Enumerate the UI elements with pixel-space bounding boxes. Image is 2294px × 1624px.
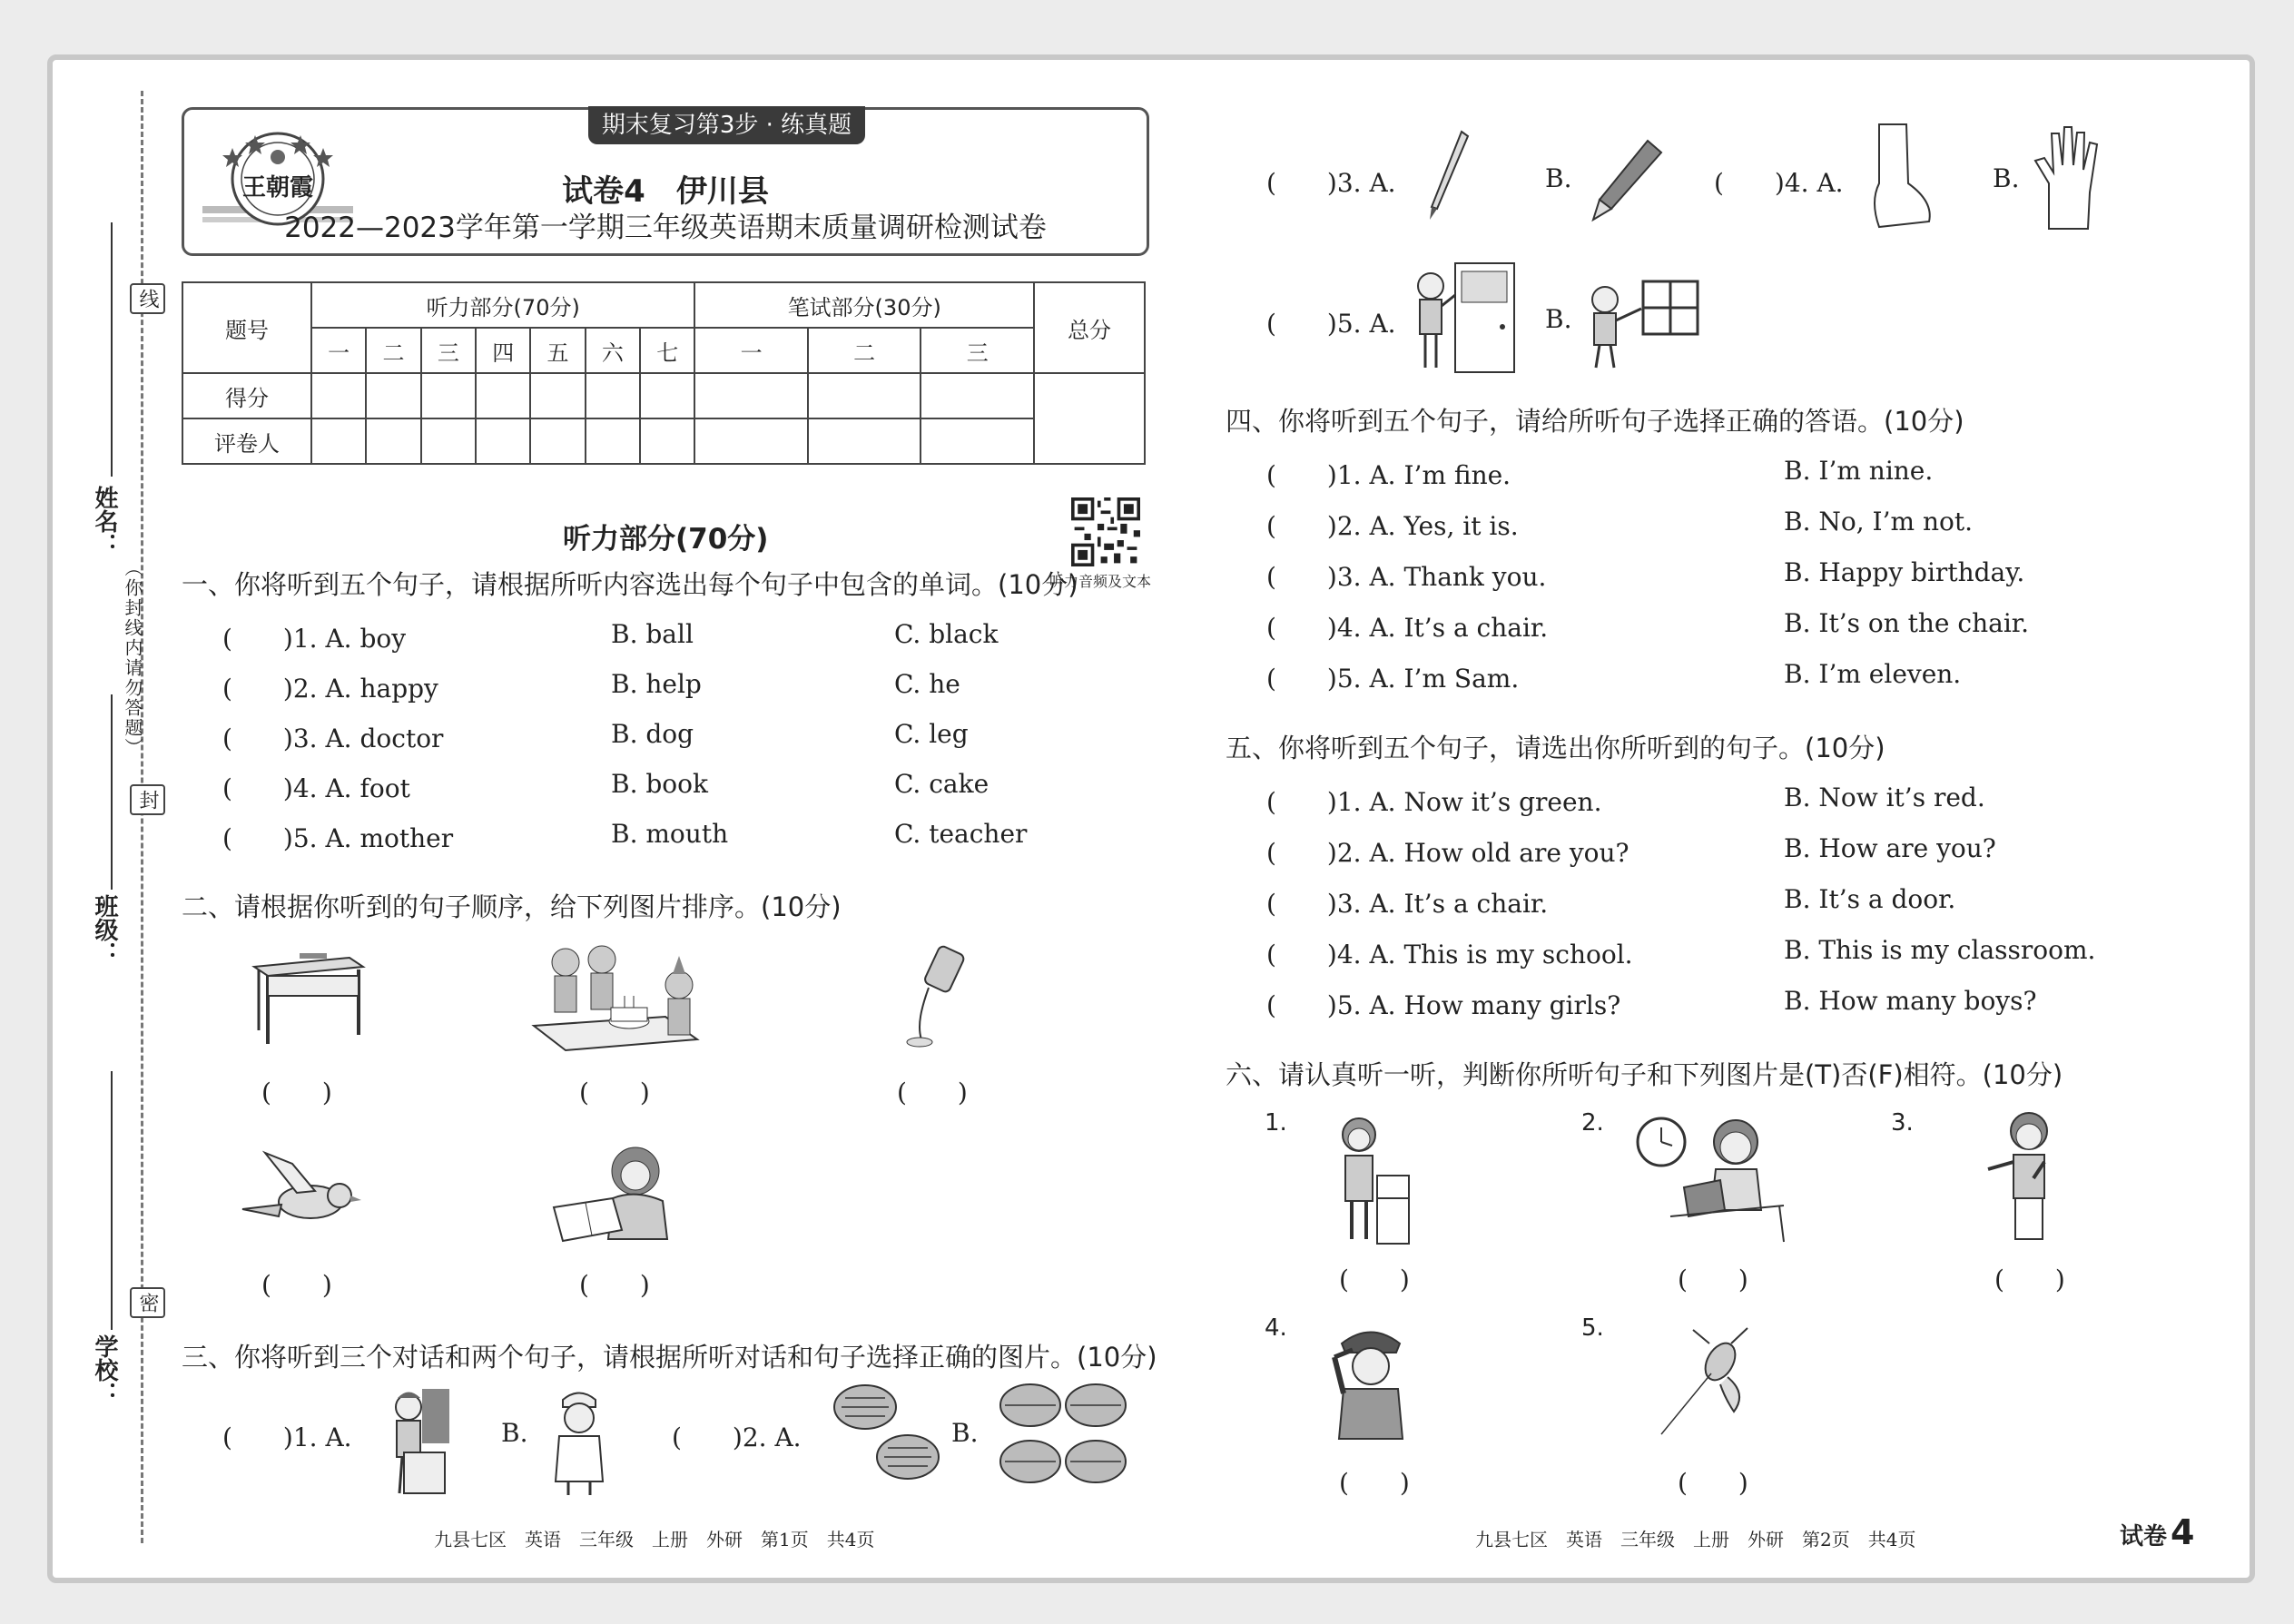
col-l7: 七 <box>640 328 694 373</box>
sec2-paren[interactable]: ( ) <box>579 1078 650 1107</box>
score-cell[interactable] <box>808 373 921 418</box>
sec1-item-b: B. dog <box>611 719 694 749</box>
sec5-item-b: B. Now it’s red. <box>1784 782 1985 812</box>
sec2-title: 二、请根据你听到的句子顺序，给下列图片排序。(10分) <box>182 891 842 922</box>
binding-char-seal: 封 <box>130 784 165 815</box>
sec3-title: 三、你将听到三个对话和两个句子，请根据所听对话和句子选择正确的图片。(10分) <box>182 1342 1157 1373</box>
sec1-item-b: B. help <box>611 669 702 699</box>
sec3-b: B. <box>1993 163 2020 193</box>
boy-door-picture <box>1405 259 1519 377</box>
sec1-item-c: C. leg <box>894 719 969 749</box>
writing-group: 笔试部分(30分) <box>694 282 1034 328</box>
sec1-item-c: C. black <box>894 619 999 649</box>
sec2-paren[interactable]: ( ) <box>579 1270 650 1300</box>
total-cell[interactable] <box>1034 373 1145 464</box>
bird-picture <box>238 1146 365 1232</box>
sec4-item-b: B. Happy birthday. <box>1784 557 2025 587</box>
listening-heading: 听力部分(70分) <box>563 523 769 556</box>
sec6-paren[interactable]: ( ) <box>1678 1468 1748 1498</box>
score-cell[interactable] <box>530 373 585 418</box>
score-cell[interactable] <box>311 373 366 418</box>
sec1-item-b: B. mouth <box>611 819 729 849</box>
sec6-num: 5. <box>1581 1314 1604 1342</box>
sec5-item-a[interactable]: ( )3. A. It’s a chair. <box>1266 889 1549 919</box>
score-cell[interactable] <box>640 373 694 418</box>
sec6-num: 2. <box>1581 1109 1604 1137</box>
sec6-paren[interactable]: ( ) <box>1339 1265 1410 1294</box>
sec2-paren[interactable]: ( ) <box>897 1078 968 1107</box>
sec4-item-a[interactable]: ( )2. A. Yes, it is. <box>1266 511 1519 541</box>
col-w3: 三 <box>921 328 1034 373</box>
sec4-item-a[interactable]: ( )5. A. I’m Sam. <box>1266 664 1520 694</box>
badge-label: 试卷 <box>2120 1523 2168 1550</box>
sec4-title: 四、你将听到五个句子，请给所听句子选择正确的答语。(10分) <box>1226 406 1964 437</box>
score-cell[interactable] <box>694 373 807 418</box>
sec5-item-b: B. How many boys? <box>1784 986 2037 1016</box>
sec6-paren[interactable]: ( ) <box>1339 1468 1410 1498</box>
girl-reading-picture <box>549 1139 699 1248</box>
hand-picture <box>2026 120 2108 238</box>
paper-header <box>182 107 1149 256</box>
row-grader-label: 评卷人 <box>182 418 311 464</box>
boy-window-picture <box>1578 277 1700 372</box>
sec5-item-a[interactable]: ( )5. A. How many girls? <box>1266 990 1621 1020</box>
school-fill-line <box>111 1071 113 1330</box>
sec1-item-b: B. ball <box>611 619 694 649</box>
grader-cell[interactable] <box>421 418 476 464</box>
glue-picture <box>894 944 976 1053</box>
sec4-item-a[interactable]: ( )3. A. Thank you. <box>1266 562 1547 592</box>
name-fill-line <box>111 222 113 477</box>
score-cell[interactable] <box>366 373 420 418</box>
listening-group: 听力部分(70分) <box>311 282 694 328</box>
girl-standing-picture <box>1327 1112 1427 1248</box>
grader-cell[interactable] <box>640 418 694 464</box>
sec1-item-b: B. book <box>611 769 708 799</box>
sec3-b: B. <box>1545 163 1572 193</box>
watermelon-two-picture <box>831 1380 944 1484</box>
col-l4: 四 <box>476 328 530 373</box>
footer-right: 九县七区 英语 三年级 上册 外研 第2页 共4页 <box>1475 1529 1916 1550</box>
sec4-item-a[interactable]: ( )4. A. It’s a chair. <box>1266 613 1549 643</box>
col-header: 题号 <box>182 282 311 373</box>
class-fill-line <box>111 694 113 890</box>
sec1-title: 一、你将听到五个句子，请根据所听内容选出每个句子中包含的单词。(10分) <box>182 569 1078 600</box>
col-w2: 二 <box>808 328 921 373</box>
score-cell[interactable] <box>921 373 1034 418</box>
sec6-num: 1. <box>1265 1109 1287 1137</box>
sec3-q3[interactable]: ( )3. A. <box>1266 168 1396 198</box>
sec6-paren[interactable]: ( ) <box>1994 1265 2065 1294</box>
sec5-item-b: B. It’s a door. <box>1784 884 1956 914</box>
sec5-item-a[interactable]: ( )2. A. How old are you? <box>1266 838 1629 868</box>
col-l6: 六 <box>586 328 640 373</box>
paper-title: 试卷4 伊川县 <box>562 173 769 210</box>
sec6-num: 4. <box>1265 1314 1287 1342</box>
sec1-item-a[interactable]: ( )1. A. boy <box>222 624 407 654</box>
binding-warning: （你封线内请勿答题） <box>122 558 143 758</box>
col-l5: 五 <box>530 328 585 373</box>
score-cell[interactable] <box>476 373 530 418</box>
sec3-q4[interactable]: ( )4. A. <box>1714 168 1844 198</box>
score-table <box>182 281 1146 465</box>
sec3-b: B. <box>951 1418 979 1448</box>
foot-picture <box>1861 120 1938 233</box>
paper-subtitle: 2022—2023学年第一学期三年级英语期末质量调研检测试卷 <box>284 212 1047 244</box>
sec5-item-a[interactable]: ( )1. A. Now it’s green. <box>1266 787 1602 817</box>
nurse-picture <box>543 1382 615 1498</box>
sec2-paren[interactable]: ( ) <box>261 1270 332 1300</box>
sec4-item-b: B. I’m nine. <box>1784 456 1934 486</box>
sec4-item-a[interactable]: ( )1. A. I’m fine. <box>1266 460 1511 490</box>
pen-picture <box>1589 136 1666 222</box>
watermelon-four-picture <box>996 1378 1132 1491</box>
badge-number: 4 <box>2171 1512 2195 1552</box>
binding-char-secret: 密 <box>130 1287 165 1318</box>
sec1-item-a[interactable]: ( )5. A. mother <box>222 823 454 853</box>
qr-code-icon[interactable] <box>1071 497 1140 566</box>
sec5-title: 五、你将听到五个句子，请选出你所听到的句子。(10分) <box>1226 733 1885 763</box>
total-header: 总分 <box>1034 282 1145 373</box>
col-l2: 二 <box>366 328 420 373</box>
grader-cell[interactable] <box>476 418 530 464</box>
sec3-b: B. <box>1545 304 1572 334</box>
sec3-q5[interactable]: ( )5. A. <box>1266 309 1396 339</box>
grader-cell[interactable] <box>921 418 1034 464</box>
step-tag: 期末复习第3步 · 练真题 <box>588 106 865 144</box>
sec1-item-a[interactable]: ( )3. A. doctor <box>222 723 444 753</box>
name-label: 姓名： <box>91 486 118 556</box>
col-l1: 一 <box>311 328 366 373</box>
pencil-picture <box>1421 127 1475 222</box>
sec5-item-a[interactable]: ( )4. A. This is my school. <box>1266 940 1633 969</box>
grader-cell[interactable] <box>530 418 585 464</box>
col-l3: 三 <box>421 328 476 373</box>
desk-picture <box>245 944 368 1048</box>
footer-left: 九县七区 英语 三年级 上册 外研 第1页 共4页 <box>434 1529 875 1550</box>
sec6-paren[interactable]: ( ) <box>1678 1265 1748 1294</box>
sec5-item-b: B. This is my classroom. <box>1784 935 2096 965</box>
sec4-item-b: B. I’m eleven. <box>1784 659 1962 689</box>
birthday-party-picture <box>529 940 702 1053</box>
grader-cell[interactable] <box>586 418 640 464</box>
binding-char-line: 线 <box>130 283 165 314</box>
col-w1: 一 <box>694 328 807 373</box>
paper-badge <box>2120 1512 2194 1552</box>
school-label: 学校： <box>91 1334 118 1405</box>
sec1-item-c: C. teacher <box>894 819 1028 849</box>
score-cell[interactable] <box>421 373 476 418</box>
policeman-saluting-picture <box>1316 1321 1425 1443</box>
boy-pointing-picture <box>1979 1106 2079 1251</box>
grader-cell[interactable] <box>694 418 807 464</box>
sec1-item-a[interactable]: ( )4. A. foot <box>222 773 410 803</box>
kite-picture <box>1657 1321 1766 1439</box>
sec4-item-b: B. No, I’m not. <box>1784 507 1973 536</box>
grader-cell[interactable] <box>311 418 366 464</box>
logo-text: 王朝霞 <box>241 174 314 202</box>
boy-reading-clock-picture <box>1634 1115 1788 1246</box>
sec3-q2[interactable]: ( )2. A. <box>672 1422 802 1452</box>
sec5-item-b: B. How are you? <box>1784 833 1996 863</box>
grader-cell[interactable] <box>366 418 420 464</box>
score-cell[interactable] <box>586 373 640 418</box>
grader-cell[interactable] <box>808 418 921 464</box>
sec1-item-a[interactable]: ( )2. A. happy <box>222 674 438 704</box>
teacher-picture <box>368 1384 454 1498</box>
sec6-num: 3. <box>1891 1109 1914 1137</box>
sec1-item-c: C. he <box>894 669 960 699</box>
qr-caption: 听力音频及文本 <box>1049 573 1152 590</box>
sec4-item-b: B. It’s on the chair. <box>1784 608 2029 638</box>
sec3-q1[interactable]: ( )1. A. <box>222 1422 352 1452</box>
sec6-title: 六、请认真听一听，判断你所听句子和下列图片是(T)否(F)相符。(10分) <box>1226 1059 2063 1090</box>
class-label: 班级： <box>91 894 118 965</box>
sec1-item-c: C. cake <box>894 769 989 799</box>
sec2-paren[interactable]: ( ) <box>261 1078 332 1107</box>
row-score-label: 得分 <box>182 373 311 418</box>
sec3-b: B. <box>501 1418 528 1448</box>
